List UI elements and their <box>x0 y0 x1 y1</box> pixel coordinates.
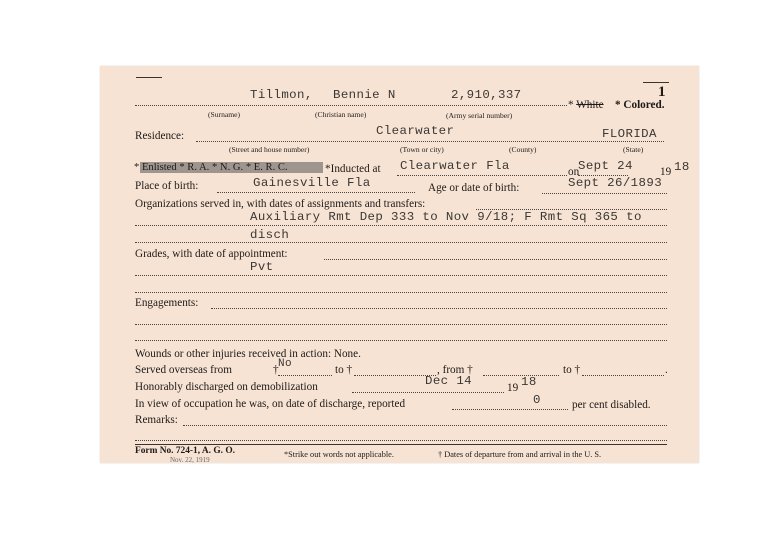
residence-label: Residence: <box>135 130 185 142</box>
birth-date-value: Sept 26/1893 <box>568 176 663 190</box>
induction-year: 18 <box>674 160 690 174</box>
birthplace-value: Gainesville Fla <box>253 176 371 190</box>
inducted-line <box>397 175 567 176</box>
christian-name-value: Bennie N <box>333 88 396 102</box>
white-option: White <box>576 99 604 111</box>
birthplace-line <box>217 192 415 193</box>
top-left-rule <box>136 77 162 78</box>
residence-town: Clearwater <box>376 124 455 138</box>
induction-year-prefix: 19 <box>660 166 672 178</box>
inducted-place: Clearwater Fla <box>400 159 510 173</box>
enlistment-options: * Enlisted * R. A. * N. G. * E. R. C. <box>134 162 288 173</box>
overseas-dagger: † <box>273 364 279 376</box>
inducted-label: *Inducted at <box>325 163 381 175</box>
organizations-line-1-text: Auxiliary Rmt Dep 333 to Nov 9/18; F Rmt Sq 365 to <box>250 210 642 224</box>
surname-caption: (Surname) <box>208 110 241 119</box>
card-number: 1 <box>658 84 666 100</box>
remarks-line-0 <box>183 425 667 426</box>
overseas-to2-label: to † <box>563 364 581 376</box>
organizations-line-1 <box>135 225 667 226</box>
form-date: Nov. 22, 1919 <box>170 456 210 463</box>
grades-line-2 <box>135 292 667 293</box>
organizations-line-2-text: disch <box>250 228 290 242</box>
discharge-year: 18 <box>521 375 537 389</box>
overseas-to-label: to † <box>335 364 353 376</box>
strike-note: *Strike out words not applicable. <box>284 450 394 459</box>
engagements-line-2 <box>135 340 667 341</box>
service-record-card <box>100 66 699 463</box>
grades-label: Grades, with date of appointment: <box>135 248 288 260</box>
white-asterisk: * <box>568 99 574 111</box>
grades-line-0 <box>324 259 667 260</box>
disability-suffix: per cent disabled. <box>572 399 651 411</box>
overseas-label: Served overseas from <box>135 364 232 376</box>
on-label: on <box>568 166 580 178</box>
grades-line-1 <box>135 275 667 276</box>
remarks-line-1 <box>135 440 667 441</box>
disability-line <box>452 409 568 410</box>
wounds-label: Wounds or other injuries received in action: None. <box>135 348 361 360</box>
overseas-from2-label: , from † <box>437 364 473 376</box>
organizations-line-2 <box>135 242 667 243</box>
christian-name-caption: (Christian name) <box>315 110 367 119</box>
discharge-year-prefix: 19 <box>507 382 519 394</box>
overseas-from-line <box>278 375 332 376</box>
overseas-value: No <box>278 358 293 370</box>
age-label: Age or date of birth: <box>428 182 520 194</box>
surname-value: Tillmon, <box>250 88 313 102</box>
organizations-label: Organizations served in, with dates of assignments and transfers: <box>135 198 426 210</box>
disability-label: In view of occupation he was, on date of discharge, reported <box>135 398 406 410</box>
engagements-label: Engagements: <box>135 297 199 309</box>
overseas-to2-line <box>582 375 664 376</box>
serial-number-value: 2,910,337 <box>451 88 522 102</box>
birth-date-line <box>542 193 667 194</box>
white-marker <box>568 99 604 111</box>
residence-line <box>196 141 664 142</box>
serial-caption: (Army serial number) <box>446 111 513 120</box>
name-line <box>135 105 567 106</box>
engagements-line-0 <box>211 308 667 309</box>
engagements-line-1 <box>135 324 667 325</box>
top-right-rule <box>643 82 669 83</box>
residence-state: FLORIDA <box>602 127 657 141</box>
overseas-end: . <box>665 364 668 376</box>
county-caption: (County) <box>509 145 537 154</box>
footer-rule <box>135 444 667 445</box>
birthplace-label: Place of birth: <box>135 180 199 192</box>
town-caption: (Town or city) <box>400 145 444 154</box>
colored-option: * Colored. <box>615 99 665 111</box>
street-caption: (Street and house number) <box>229 145 310 154</box>
discharge-date-line <box>352 392 504 393</box>
disability-value: 0 <box>533 393 541 407</box>
overseas-to-line <box>354 375 436 376</box>
dates-note: † Dates of departure from and arrival in the U. S. <box>438 450 602 459</box>
grades-value: Pvt <box>250 260 274 274</box>
discharge-date: Dec 14 <box>425 374 473 388</box>
remarks-label: Remarks: <box>135 414 178 426</box>
state-caption: (State) <box>623 145 644 154</box>
form-number: Form No. 724-1, A. G. O. <box>135 446 235 456</box>
induction-date: Sept 24 <box>578 159 633 173</box>
discharge-label: Honorably discharged on demobilization <box>135 381 318 393</box>
